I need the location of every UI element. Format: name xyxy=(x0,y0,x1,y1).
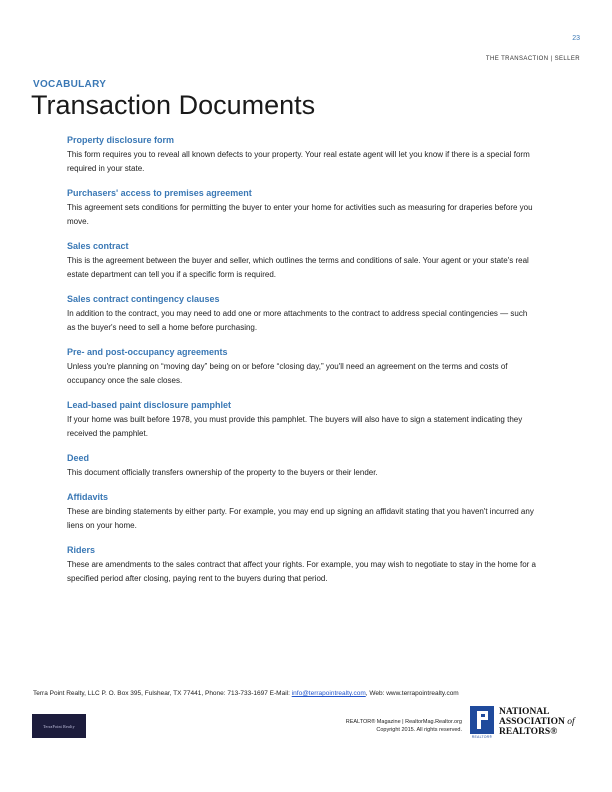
term-body: These are binding statements by either party. For example, you may end up signing an affidavit stating that you haven't incurred any liens on your home. xyxy=(67,507,534,530)
term-property-disclosure xyxy=(67,135,537,176)
contact-suffix: , Web: www.terrapointrealty.com xyxy=(365,690,459,697)
term-body: These are amendments to the sales contract that affect your rights. For example, you may wish to negotiate to stay in the home for a specified period after closing, paying rent to the buyers during that period. xyxy=(67,560,536,583)
term-affidavits xyxy=(67,492,537,533)
nar-line-1: NATIONAL xyxy=(499,707,550,717)
eyebrow-label: VOCABULARY xyxy=(33,79,107,90)
term-lead-paint-pamphlet xyxy=(67,400,537,441)
term-heading: Lead-based paint disclosure pamphlet xyxy=(67,400,232,410)
term-sales-contract xyxy=(67,241,537,282)
term-contingency-clauses xyxy=(67,294,537,335)
terms-list xyxy=(67,135,537,598)
brokerage-logo-text: TerraPoint Realty xyxy=(43,723,75,729)
term-body: This agreement sets conditions for permitting the buyer to enter your home for activities such as measuring for draperies before you move. xyxy=(67,203,533,226)
term-heading: Affidavits xyxy=(67,492,109,502)
term-body: This is the agreement between the buyer and seller, which outlines the terms and conditions of sale. Your agent or your state's real estate department can tell you if a specific form is required. xyxy=(67,256,529,279)
term-riders xyxy=(67,545,537,586)
nar-line-2a: ASSOCIATION xyxy=(499,717,568,727)
term-heading: Riders xyxy=(67,545,96,555)
nar-wordmark xyxy=(499,707,589,737)
term-deed xyxy=(67,453,537,480)
contact-line xyxy=(33,690,459,697)
term-heading: Property disclosure form xyxy=(67,135,175,145)
term-body: This document officially transfers ownership of the property to the buyers or their lender. xyxy=(67,468,378,477)
credits xyxy=(346,718,462,734)
term-access-agreement xyxy=(67,188,537,229)
term-heading: Pre- and post-occupancy agreements xyxy=(67,347,228,357)
term-heading: Sales contract contingency clauses xyxy=(67,294,220,304)
realtor-r-icon xyxy=(470,706,494,734)
term-body: This form requires you to reveal all known defects to your property. Your real estate agent will let you know if there is a special form required in your state. xyxy=(67,150,530,173)
term-heading: Deed xyxy=(67,453,90,463)
nar-line-2 xyxy=(499,717,589,727)
term-body: Unless you're planning on “moving day” being on or before “closing day,” you'll need an agreement on the terms and costs of occupancy once the sale closes. xyxy=(67,362,508,385)
credits-copyright: Copyright 2015. All rights reserved. xyxy=(376,727,462,733)
credits-magazine: REALTOR® Magazine | RealtorMag.Realtor.org xyxy=(345,719,462,725)
section-label: THE TRANSACTION | SELLER xyxy=(485,56,580,62)
nar-line-3: REALTORS® xyxy=(499,727,558,737)
term-body: If your home was built before 1978, you must provide this pamphlet. The buyers will also have to sign a statement indicating they received the pamphlet. xyxy=(67,415,523,438)
contact-prefix: Terra Point Realty, LLC P. O. Box 395, Fulshear, TX 77441, Phone: 713-733-1697 E-Mail: xyxy=(33,690,292,697)
brokerage-logo xyxy=(32,714,86,738)
page-number: 23 xyxy=(572,35,580,42)
realtor-r-caption: REALTOR® xyxy=(471,735,493,739)
term-body: In addition to the contract, you may need to add one or more attachments to the contract to address special contingencies — such as the buyer's need to sell a home before purchasing. xyxy=(67,309,528,332)
term-heading: Purchasers' access to premises agreement xyxy=(67,188,252,198)
term-occupancy-agreements xyxy=(67,347,537,388)
realtor-r-logo xyxy=(470,706,494,740)
email-link[interactable]: info@terrapointrealty.com xyxy=(291,690,366,697)
nar-line-2b: of xyxy=(567,717,575,727)
term-heading: Sales contract xyxy=(67,241,129,251)
page-title: Transaction Documents xyxy=(31,90,316,120)
